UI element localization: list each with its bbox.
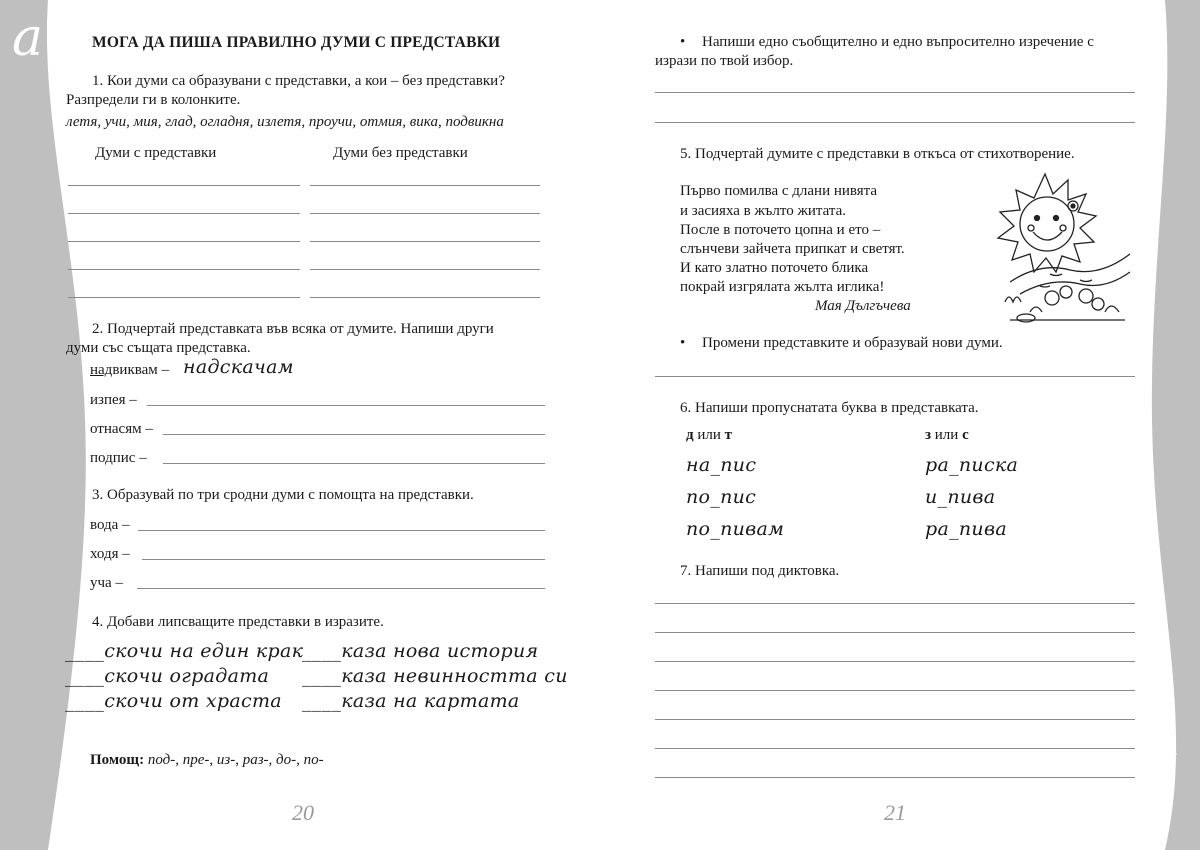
task6-left-2[interactable]: по_пис bbox=[686, 486, 757, 508]
page-title: МОГА ДА ПИША ПРАВИЛНО ДУМИ С ПРЕДСТАВКИ bbox=[92, 34, 501, 51]
corner-letter-b: б bbox=[1145, 748, 1177, 808]
task2-line1: 2. Подчертай представката във всяка от думите. Напиши други bbox=[92, 321, 494, 337]
letter: т bbox=[724, 427, 733, 443]
example-answer: надскачам bbox=[183, 356, 294, 378]
task2-answer-line-3[interactable] bbox=[163, 463, 545, 464]
task2-line2: думи със същата представка. bbox=[66, 340, 251, 356]
task6-left-1[interactable]: на_пис bbox=[686, 454, 757, 476]
task5-bullet-line bbox=[680, 335, 1003, 352]
task1-words: летя, учи, мия, глад, огладня, излетя, проучи, отмия, вика, подвикна bbox=[66, 114, 504, 130]
help-text: под-, пре-, из-, раз-, до-, по- bbox=[144, 752, 324, 768]
task3-word-2: ходя – bbox=[90, 546, 130, 562]
page-number-left: 20 bbox=[292, 800, 314, 825]
or: или bbox=[931, 427, 963, 443]
sun-illustration bbox=[990, 172, 1135, 327]
task6-col1-heading bbox=[686, 427, 732, 444]
blank: ____ bbox=[302, 665, 342, 687]
task7-line1: 7. Напиши под диктовка. bbox=[680, 563, 840, 579]
phrase: скочи от храста bbox=[104, 690, 282, 712]
blank: ____ bbox=[65, 665, 105, 687]
phrase: каза невинността си bbox=[341, 665, 568, 687]
blank: ____ bbox=[65, 690, 105, 712]
task3-word-1: вода – bbox=[90, 517, 130, 533]
poem-line-6: покрай изгрялата жълта иглика! bbox=[680, 279, 885, 295]
example-prefix: над bbox=[90, 362, 113, 378]
task2-answer-line-1[interactable] bbox=[147, 405, 545, 406]
task3-word-3: уча – bbox=[90, 575, 123, 591]
task2-answer-line-2[interactable] bbox=[163, 434, 545, 435]
text: Промени представките и образувай нови думи. bbox=[702, 335, 1003, 351]
blank: ____ bbox=[302, 640, 342, 662]
sentence-line-2[interactable] bbox=[655, 122, 1135, 123]
task4-right-2[interactable] bbox=[302, 665, 568, 687]
task6-left-3[interactable]: по_пивам bbox=[686, 518, 785, 540]
task3-answer-line-2[interactable] bbox=[142, 559, 545, 560]
task6-right-1[interactable]: ра_писка bbox=[925, 454, 1019, 476]
task4-left-2[interactable] bbox=[65, 665, 269, 687]
task3-answer-line-3[interactable] bbox=[137, 588, 545, 589]
bullet: • bbox=[680, 34, 686, 50]
right-page-shape bbox=[605, 0, 1176, 850]
task4-right-1[interactable] bbox=[302, 640, 538, 662]
sentence-line-1[interactable] bbox=[655, 92, 1135, 93]
task6-right-3[interactable]: ра_пива bbox=[925, 518, 1007, 540]
task5-line1: 5. Подчертай думите с представки в откъса от стихотворение. bbox=[680, 146, 1075, 162]
letter: с bbox=[962, 427, 969, 443]
task3-answer-line-1[interactable] bbox=[138, 530, 545, 531]
poem-line-2: и засияха в жълто житата. bbox=[680, 203, 847, 219]
task1-line2: Разпредели ги в колонките. bbox=[66, 92, 241, 108]
task6-right-2[interactable]: и_пива bbox=[925, 486, 996, 508]
or: или bbox=[693, 427, 725, 443]
letter: з bbox=[925, 427, 932, 443]
example-word: виквам – bbox=[112, 362, 170, 378]
blank: ____ bbox=[302, 690, 342, 712]
blank: ____ bbox=[65, 640, 105, 662]
corner-letter-a: а bbox=[12, 8, 44, 68]
phrase: каза на картата bbox=[341, 690, 520, 712]
page-number-right: 21 bbox=[884, 800, 906, 825]
help-line bbox=[90, 752, 324, 769]
phrase: каза нова история bbox=[341, 640, 539, 662]
bullet: • bbox=[680, 335, 686, 351]
task4-left-1[interactable] bbox=[65, 640, 303, 662]
task1-col2-heading: Думи без представки bbox=[333, 145, 468, 161]
new-words-line[interactable] bbox=[655, 376, 1135, 377]
poem-line-5: И като златно поточето блика bbox=[680, 260, 869, 276]
task4-cont-line1 bbox=[680, 34, 1094, 51]
task2-word-2: отнасям – bbox=[90, 421, 153, 437]
task4-left-3[interactable] bbox=[65, 690, 282, 712]
task4-line1: 4. Добави липсващите представки в изразите. bbox=[92, 614, 384, 630]
phrase: скочи оградата bbox=[104, 665, 270, 687]
task4-cont-line2: изрази по твой избор. bbox=[655, 53, 794, 69]
task6-col2-heading bbox=[925, 427, 969, 444]
help-label: Помощ: bbox=[90, 752, 145, 768]
poem-line-4: слънчеви зайчета припкат и светят. bbox=[680, 241, 905, 257]
text: Напиши едно съобщително и едно въпросително изречение с bbox=[702, 34, 1094, 50]
task3-line1: 3. Образувай по три сродни думи с помощта на представки. bbox=[92, 487, 474, 503]
poem-author: Мая Дългъчева bbox=[815, 298, 911, 314]
task4-right-3[interactable] bbox=[302, 690, 520, 712]
poem-line-1: Първо помилва с длани нивята bbox=[680, 183, 878, 199]
poem-line-3: После в поточето цопна и ето – bbox=[680, 222, 881, 238]
task1-col1-heading: Думи с представки bbox=[95, 145, 217, 161]
task2-word-3: подпис – bbox=[90, 450, 147, 466]
task2-example bbox=[90, 362, 169, 379]
phrase: скочи на един крак bbox=[104, 640, 304, 662]
task6-line1: 6. Напиши пропуснатата буква в представката. bbox=[680, 400, 979, 416]
task2-word-1: изпея – bbox=[90, 392, 137, 408]
task1-line1: 1. Кои думи са образувани с представки, а кои – без представки? bbox=[92, 73, 505, 89]
letter: д bbox=[686, 427, 694, 443]
